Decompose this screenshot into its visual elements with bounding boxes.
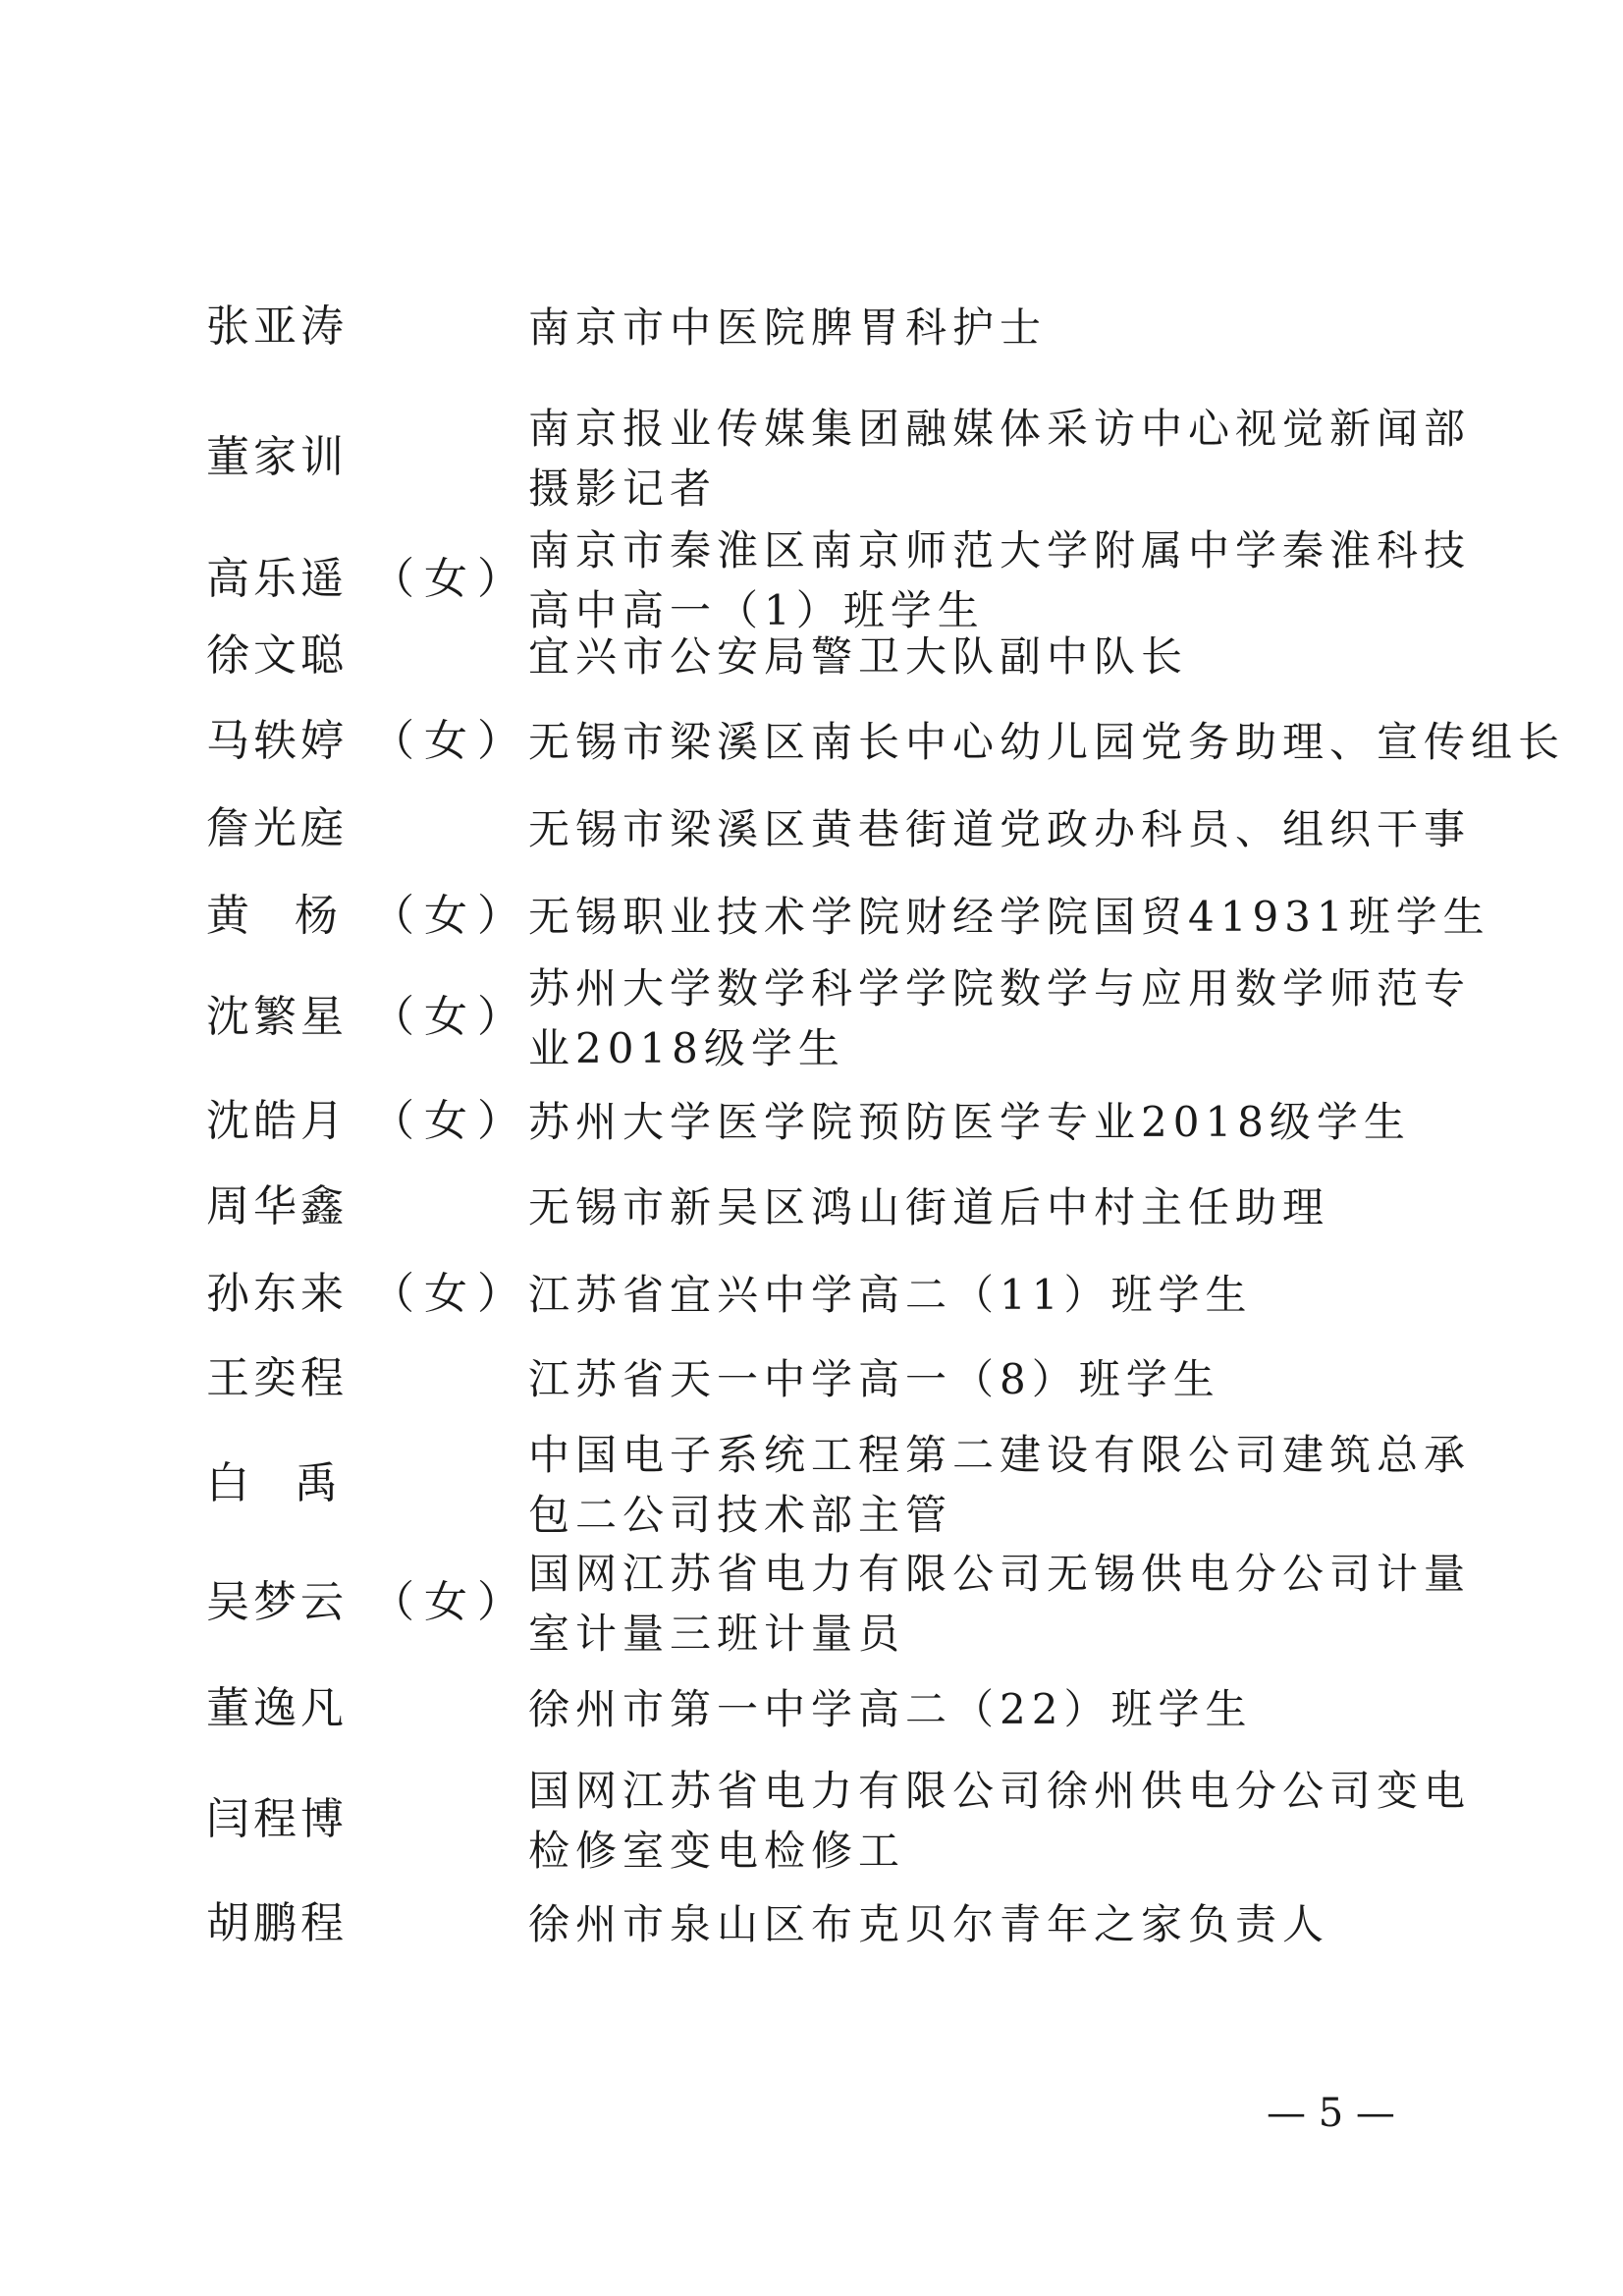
affiliation bbox=[528, 1679, 1412, 1739]
page-number: — 5 — bbox=[1267, 2091, 1395, 2136]
person-name: 董逸凡 bbox=[206, 1683, 348, 1733]
affiliation bbox=[528, 627, 1412, 686]
affiliation bbox=[528, 1544, 1472, 1664]
gender-note: （女） bbox=[371, 1096, 530, 1146]
person-name: 高乐遥 bbox=[206, 554, 348, 604]
affiliation-line: 业2018级学生 bbox=[528, 1024, 845, 1072]
affiliation-line: 苏州大学医学院预防医学专业2018级学生 bbox=[528, 1098, 1411, 1146]
person-name: 闫程博 bbox=[206, 1794, 348, 1844]
person-name: 马轶婷 bbox=[206, 716, 348, 766]
affiliation-line: 高中高一（1）班学生 bbox=[528, 586, 985, 634]
person-name: 周华鑫 bbox=[206, 1181, 348, 1231]
person-name: 董家训 bbox=[206, 432, 348, 482]
affiliation bbox=[528, 1349, 1412, 1409]
affiliation-line: 江苏省天一中学高一（8）班学生 bbox=[528, 1355, 1220, 1403]
person-name: 詹光庭 bbox=[206, 803, 348, 853]
affiliation-line: 南京报业传媒集团融媒体采访中心视觉新闻部 bbox=[528, 405, 1472, 453]
affiliation-line: 苏州大学数学科学学院数学与应用数学师范专 bbox=[528, 964, 1472, 1012]
affiliation bbox=[528, 1265, 1412, 1325]
affiliation bbox=[528, 1761, 1472, 1881]
affiliation-line: 徐州市第一中学高二（22）班学生 bbox=[528, 1685, 1253, 1733]
affiliation bbox=[528, 298, 1412, 357]
person-name: 黄杨 bbox=[206, 891, 383, 941]
affiliation-line: 宜兴市公安局警卫大队副中队长 bbox=[528, 632, 1189, 681]
affiliation-line: 包二公司技术部主管 bbox=[528, 1491, 953, 1539]
gender-note: （女） bbox=[371, 992, 530, 1042]
person-name: 吴梦云 bbox=[206, 1577, 348, 1627]
gender-note: （女） bbox=[371, 716, 530, 766]
person-name: 张亚涛 bbox=[206, 301, 348, 352]
gender-note: （女） bbox=[371, 1269, 530, 1319]
person-name: 白禹 bbox=[206, 1458, 383, 1508]
affiliation bbox=[528, 399, 1472, 519]
person-name: 徐文聪 bbox=[206, 630, 348, 681]
person-name: 沈繁星 bbox=[206, 992, 348, 1042]
person-name: 沈皓月 bbox=[206, 1096, 348, 1146]
gender-note: （女） bbox=[371, 554, 530, 604]
affiliation-line: 检修室变电检修工 bbox=[528, 1827, 906, 1875]
affiliation bbox=[528, 1894, 1412, 1954]
affiliation-line: 无锡职业技术学院财经学院国贸41931班学生 bbox=[528, 893, 1490, 941]
affiliation-line: 无锡市新吴区鸿山街道后中村主任助理 bbox=[528, 1183, 1330, 1231]
affiliation-line: 摄影记者 bbox=[528, 465, 718, 513]
affiliation-line: 室计量三班计量员 bbox=[528, 1610, 906, 1658]
affiliation-line: 徐州市泉山区布克贝尔青年之家负责人 bbox=[528, 1900, 1330, 1948]
affiliation-line: 国网江苏省电力有限公司徐州供电分公司变电 bbox=[528, 1767, 1472, 1815]
person-name: 胡鹏程 bbox=[206, 1898, 348, 1948]
affiliation-line: 江苏省宜兴中学高二（11）班学生 bbox=[528, 1271, 1253, 1319]
affiliation bbox=[528, 1092, 1412, 1152]
affiliation bbox=[528, 1425, 1472, 1545]
person-name: 孙东来 bbox=[206, 1269, 348, 1319]
affiliation bbox=[528, 520, 1472, 640]
affiliation bbox=[528, 1177, 1412, 1237]
affiliation-line: 无锡市梁溪区南长中心幼儿园党务助理、宣传组长 bbox=[528, 718, 1566, 766]
affiliation bbox=[528, 887, 1490, 947]
affiliation-line: 南京市中医院脾胃科护士 bbox=[528, 303, 1048, 352]
affiliation-line: 中国电子系统工程第二建设有限公司建筑总承 bbox=[528, 1431, 1472, 1479]
affiliation-line: 无锡市梁溪区黄巷街道党政办科员、组织干事 bbox=[528, 805, 1472, 853]
affiliation bbox=[528, 712, 1566, 772]
affiliation-line: 国网江苏省电力有限公司无锡供电分公司计量 bbox=[528, 1550, 1472, 1598]
affiliation-line: 南京市秦淮区南京师范大学附属中学秦淮科技 bbox=[528, 526, 1472, 574]
gender-note: （女） bbox=[371, 891, 530, 941]
affiliation bbox=[528, 799, 1472, 859]
person-name: 王奕程 bbox=[206, 1353, 348, 1403]
affiliation bbox=[528, 958, 1472, 1078]
gender-note: （女） bbox=[371, 1577, 530, 1627]
